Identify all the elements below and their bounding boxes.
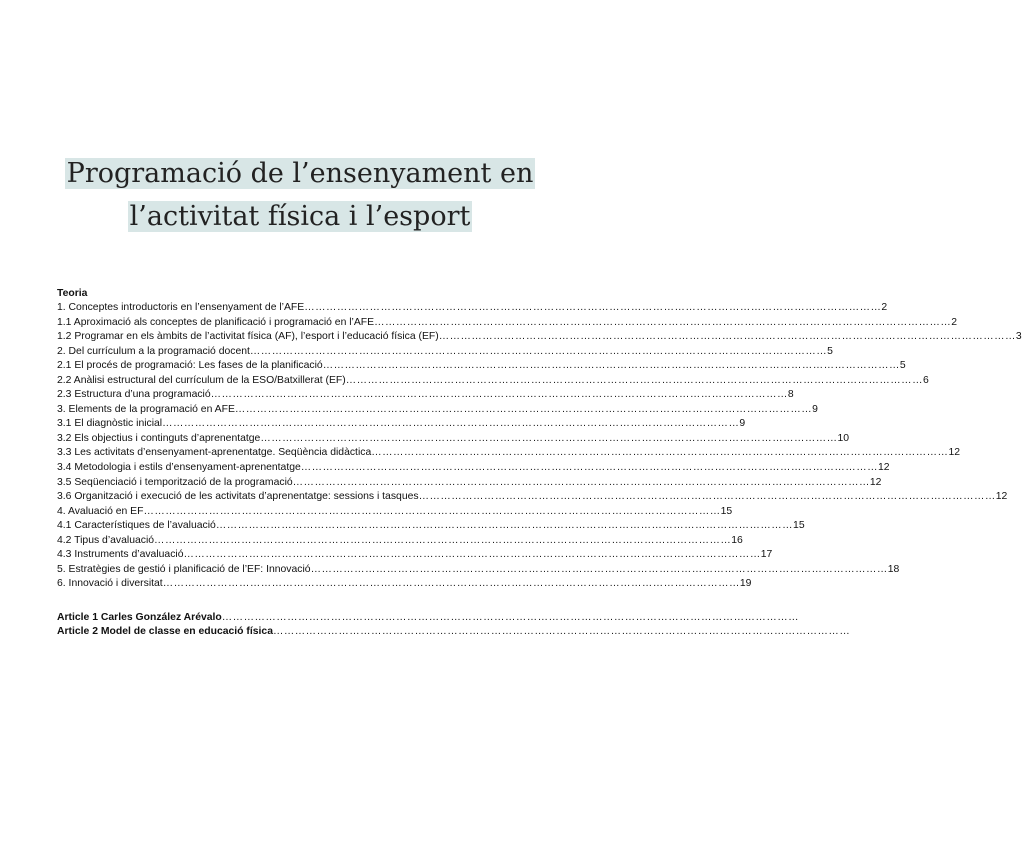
toc-entry-leader: …………………………………………………………………………………………………………………………………………… [300, 462, 878, 474]
toc-entry-page: 5 [899, 360, 906, 372]
toc-entry-page: 16 [731, 534, 743, 546]
toc-heading: Teoria [57, 288, 88, 299]
toc-entry-label: 4.1 Característiques de l’avaluació [57, 520, 216, 532]
toc-entry-label: 2.2 Anàlisi estructural del currículum de la ESO/Batxillerat (EF) [57, 374, 346, 386]
toc-entry[interactable] [57, 417, 746, 432]
toc-entry[interactable] [57, 330, 1022, 345]
toc-entry-leader: …………………………………………………………………………………………………………………………………………… [374, 316, 952, 328]
toc-entry-leader: …………………………………………………………………………………………………………………………………………… [162, 578, 740, 590]
toc-entry-leader: …………………………………………………………………………………………………………………………………………… [438, 331, 1016, 343]
toc-entry-page: 15 [720, 505, 733, 517]
toc-entry-page: 19 [739, 578, 752, 590]
article-list [57, 611, 851, 639]
toc-entry-page: 5 [827, 345, 833, 357]
toc-entry-leader: …………………………………………………………………………………………………………………………………………… [304, 302, 882, 313]
toc-entry-leader: …………………………………………………………………………………………………………………………………………… [183, 549, 761, 561]
toc-entry-leader: …………………………………………………………………………………………………………………………………………… [371, 447, 949, 459]
toc-entry-label: 3.2 Els objectius i continguts d’aprenentatge [57, 432, 261, 444]
toc-entry-page: 17 [760, 549, 773, 561]
toc-entry-label: 3.3 Les activitats d’ensenyament-aprenentatge. Seqüència didàctica [57, 447, 372, 459]
toc-entry-label: 4.2 Tipus d’avaluació [57, 534, 155, 546]
toc-entry-label: 3. Elements de la programació en AFE [57, 403, 235, 415]
toc-entry[interactable] [57, 316, 958, 331]
article-entry-label: Article 2 Model de classe en educació física [57, 626, 273, 638]
article-entry-label: Article 1 Carles González Arévalo [57, 612, 222, 623]
toc-entry-page: 9 [812, 403, 818, 415]
toc-entry[interactable] [57, 403, 818, 418]
toc-entry-page: 9 [739, 418, 746, 430]
toc-entry-leader: …………………………………………………………………………………………………………………………………………… [249, 345, 828, 357]
toc-entry-label: 2. Del currículum a la programació docent [57, 345, 250, 357]
toc-entry-label: 5. Estratègies de gestió i planificació de l’EF: Innovació [57, 563, 311, 575]
toc-entry-label: 3.1 El diagnòstic inicial [57, 418, 163, 430]
article-entry[interactable] [57, 625, 851, 639]
toc-entry[interactable] [57, 432, 850, 447]
toc-entry-label: 6. Innovació i diversitat [57, 578, 163, 590]
document-title [0, 152, 600, 238]
toc-entry-label: 2.1 El procés de programació: Les fases de la planificació [57, 360, 323, 372]
toc-entry[interactable] [57, 374, 929, 389]
toc-entry-label: 3.6 Organització i execució de les activitats d’aprenentatge: sessions i tasques [57, 491, 419, 503]
article-entry-leader: …………………………………………………………………………………………………………………………………………… [221, 612, 799, 623]
toc-entry-label: 4. Avaluació en EF [57, 505, 144, 517]
toc-entry-page: 10 [837, 432, 850, 444]
toc-entry-leader: …………………………………………………………………………………………………………………………………………… [418, 491, 996, 503]
toc-entry-label: 1.1 Aproximació als conceptes de planificació i programació en l’AFE [57, 316, 375, 328]
toc-entry-leader: …………………………………………………………………………………………………………………………………………… [215, 520, 794, 532]
toc-entry-label: 2.3 Estructura d’una programació [57, 389, 211, 401]
toc-entry-leader: …………………………………………………………………………………………………………………………………………… [143, 505, 721, 517]
title-line-2: l’activitat física i l’esport [129, 201, 471, 232]
toc-entry[interactable] [57, 345, 833, 360]
toc-entry-page: 2 [951, 316, 958, 328]
toc-entry[interactable] [57, 301, 888, 316]
toc-entry-page: 6 [922, 374, 929, 386]
toc-entry-leader: …………………………………………………………………………………………………………………………………………… [210, 389, 788, 401]
toc-entry-label: 1. Conceptes introductoris en l’ensenyament de l’AFE [57, 302, 305, 313]
toc-entry-leader: …………………………………………………………………………………………………………………………………………… [260, 432, 838, 444]
toc-entry-label: 1.2 Programar en els àmbits de l’activitat física (AF), l’esport i l’educació física (EF) [57, 331, 439, 343]
toc-entry[interactable] [57, 534, 743, 549]
article-entry-leader: …………………………………………………………………………………………………………………………………………… [273, 626, 851, 638]
toc-entry-page: 3 [1015, 331, 1022, 343]
toc-entry-leader: …………………………………………………………………………………………………………………………………………… [234, 403, 813, 415]
toc-entry-page: 12 [877, 462, 890, 474]
toc-entry-leader: …………………………………………………………………………………………………………………………………………… [310, 563, 888, 575]
article-entry[interactable] [57, 611, 799, 625]
toc-entry[interactable] [57, 476, 882, 491]
toc-entry[interactable] [57, 388, 794, 403]
toc-entry-page: 12 [948, 447, 960, 459]
toc-entry[interactable] [57, 563, 900, 578]
toc-entry[interactable] [57, 519, 805, 534]
toc-entry-leader: …………………………………………………………………………………………………………………………………………… [322, 360, 900, 372]
toc-entry[interactable] [57, 446, 960, 461]
toc-entry-label: 4.3 Instruments d’avaluació [57, 549, 184, 561]
toc-entry-page: 8 [787, 389, 794, 401]
toc-entry[interactable] [57, 577, 752, 592]
toc-entry-page: 2 [881, 302, 888, 313]
toc-entry-leader: …………………………………………………………………………………………………………………………………………… [345, 374, 923, 386]
toc-entry-leader: …………………………………………………………………………………………………………………………………………… [162, 418, 740, 430]
toc-entry[interactable] [57, 548, 773, 563]
toc-entry-page: 18 [887, 563, 900, 575]
toc-entry-page: 15 [793, 520, 805, 532]
toc-entry-page: 12 [995, 491, 1008, 503]
toc-entry-leader: …………………………………………………………………………………………………………………………………………… [292, 476, 870, 488]
toc-entry-leader: …………………………………………………………………………………………………………………………………………… [154, 534, 732, 546]
title-line-1: Programació de l’ensenyament en [66, 158, 534, 189]
toc-entry[interactable] [57, 490, 1008, 505]
toc-entry-label: 3.4 Metodologia i estils d’ensenyament-aprenentatge [57, 462, 301, 474]
toc-entry-label: 3.5 Seqüenciació i temporització de la programació [57, 476, 293, 488]
toc-entries [57, 301, 1022, 592]
toc-entry[interactable] [57, 505, 733, 520]
toc-entry-page: 12 [869, 476, 882, 488]
toc-entry[interactable] [57, 359, 906, 374]
table-of-contents [57, 287, 1022, 592]
toc-entry[interactable] [57, 461, 890, 476]
